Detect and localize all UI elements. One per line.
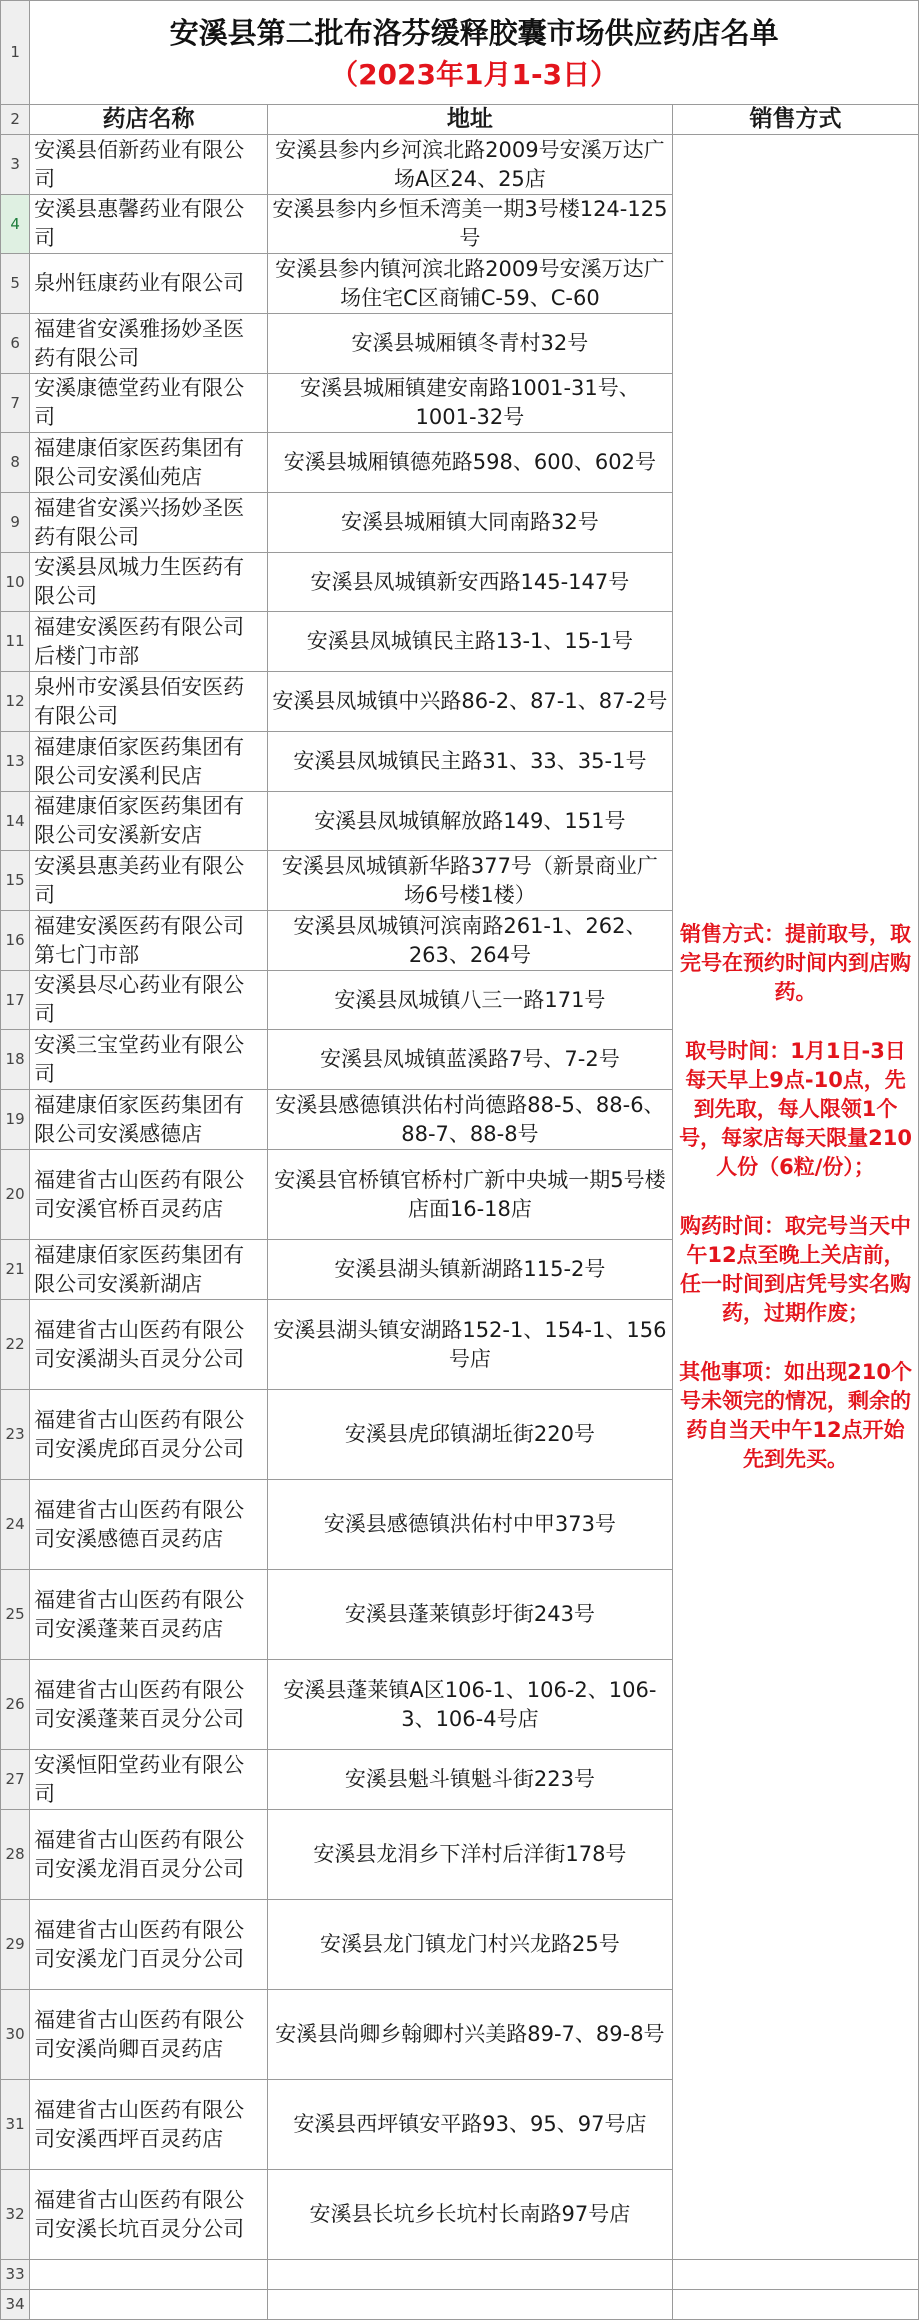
sales-note-other: 其他事项：如出现210个号未领完的情况，剩余的药自当天中午12点开始先到先买。 xyxy=(679,1360,912,1471)
empty-cell[interactable] xyxy=(673,2290,919,2320)
store-address-cell[interactable]: 安溪县凤城镇河滨南路261-1、262、263、264号 xyxy=(267,911,672,971)
empty-cell[interactable] xyxy=(30,2290,268,2320)
store-name-cell[interactable]: 福建省古山医药有限公司安溪龙门百灵分公司 xyxy=(30,1900,268,1990)
store-name-cell[interactable]: 福建康佰家医药集团有限公司安溪新安店 xyxy=(30,792,268,851)
store-address-cell[interactable]: 安溪县参内镇河滨北路2009号安溪万达广场住宅C区商铺C-59、C-60 xyxy=(267,254,672,314)
store-address-cell[interactable]: 安溪县湖头镇新湖路115-2号 xyxy=(267,1240,672,1300)
store-address-cell[interactable]: 安溪县龙涓乡下洋村后洋街178号 xyxy=(267,1810,672,1900)
store-address-cell[interactable]: 安溪县凤城镇蓝溪路7号、7-2号 xyxy=(267,1030,672,1090)
store-address-cell[interactable]: 安溪县城厢镇冬青村32号 xyxy=(267,314,672,374)
header-store-name[interactable]: 药店名称 xyxy=(30,105,268,135)
row-number[interactable]: 10 xyxy=(1,553,30,612)
store-address-cell[interactable]: 安溪县凤城镇八三一路171号 xyxy=(267,971,672,1030)
store-address-cell[interactable]: 安溪县城厢镇大同南路32号 xyxy=(267,493,672,553)
page-subtitle-date: （2023年1月1-3日） xyxy=(330,57,619,91)
sales-note-ticket-time: 取号时间：1月1日-3日每天早上9点-10点，先到先取，每人限领1个号，每家店每天限量210人份（6粒/份）； xyxy=(679,1039,912,1179)
row-number[interactable]: 4 xyxy=(1,195,30,254)
row-number[interactable]: 11 xyxy=(1,612,30,672)
store-address-cell[interactable]: 安溪县城厢镇德苑路598、600、602号 xyxy=(267,433,672,493)
store-address-cell[interactable]: 安溪县凤城镇民主路31、33、35-1号 xyxy=(267,732,672,792)
row-number[interactable]: 30 xyxy=(1,1990,30,2080)
row-number[interactable]: 3 xyxy=(1,135,30,195)
store-address-cell[interactable]: 安溪县长坑乡长坑村长南路97号店 xyxy=(267,2170,672,2260)
store-name-cell[interactable]: 福建康佰家医药集团有限公司安溪仙苑店 xyxy=(30,433,268,493)
store-name-cell[interactable]: 福建省古山医药有限公司安溪西坪百灵药店 xyxy=(30,2080,268,2170)
row-number[interactable]: 27 xyxy=(1,1750,30,1810)
row-number[interactable]: 15 xyxy=(1,851,30,911)
row-number[interactable]: 14 xyxy=(1,792,30,851)
row-number[interactable]: 5 xyxy=(1,254,30,314)
store-name-cell[interactable]: 福建安溪医药有限公司第七门市部 xyxy=(30,911,268,971)
row-number[interactable]: 2 xyxy=(1,105,30,135)
page-title: 安溪县第二批布洛芬缓释胶囊市场供应药店名单 xyxy=(169,15,779,50)
row-number[interactable]: 29 xyxy=(1,1900,30,1990)
row-number[interactable]: 25 xyxy=(1,1570,30,1660)
header-row xyxy=(1,105,919,135)
empty-cell[interactable] xyxy=(267,2290,672,2320)
store-address-cell[interactable]: 安溪县虎邱镇湖坵街220号 xyxy=(267,1390,672,1480)
store-name-cell[interactable]: 福建省古山医药有限公司安溪官桥百灵药店 xyxy=(30,1150,268,1240)
header-address[interactable]: 地址 xyxy=(267,105,672,135)
row-number[interactable]: 7 xyxy=(1,374,30,433)
store-name-cell[interactable]: 安溪县惠馨药业有限公司 xyxy=(30,195,268,254)
store-name-cell[interactable]: 福建省古山医药有限公司安溪湖头百灵分公司 xyxy=(30,1300,268,1390)
row-number[interactable]: 28 xyxy=(1,1810,30,1900)
store-name-cell[interactable]: 福建安溪医药有限公司后楼门市部 xyxy=(30,612,268,672)
store-name-cell[interactable]: 福建省安溪雅扬妙圣医药有限公司 xyxy=(30,314,268,374)
store-name-cell[interactable]: 福建省古山医药有限公司安溪蓬莱百灵分公司 xyxy=(30,1660,268,1750)
sales-note-method: 销售方式：提前取号，取完号在预约时间内到店购药。 xyxy=(680,922,912,1004)
store-name-cell[interactable]: 安溪恒阳堂药业有限公司 xyxy=(30,1750,268,1810)
row-number[interactable]: 32 xyxy=(1,2170,30,2260)
row-number[interactable]: 26 xyxy=(1,1660,30,1750)
row-number[interactable]: 22 xyxy=(1,1300,30,1390)
store-address-cell[interactable]: 安溪县凤城镇民主路13-1、15-1号 xyxy=(267,612,672,672)
empty-row xyxy=(1,2290,919,2320)
store-address-cell[interactable]: 安溪县魁斗镇魁斗街223号 xyxy=(267,1750,672,1810)
store-address-cell[interactable]: 安溪县龙门镇龙门村兴龙路25号 xyxy=(267,1900,672,1990)
store-address-cell[interactable]: 安溪县凤城镇解放路149、151号 xyxy=(267,792,672,851)
store-name-cell[interactable]: 福建省安溪兴扬妙圣医药有限公司 xyxy=(30,493,268,553)
store-address-cell[interactable]: 安溪县感德镇洪佑村中甲373号 xyxy=(267,1480,672,1570)
row-number[interactable]: 31 xyxy=(1,2080,30,2170)
store-address-cell[interactable]: 安溪县蓬莱镇彭圩街243号 xyxy=(267,1570,672,1660)
title-cell[interactable] xyxy=(30,1,919,105)
store-name-cell[interactable]: 福建康佰家医药集团有限公司安溪利民店 xyxy=(30,732,268,792)
store-name-cell[interactable]: 福建省古山医药有限公司安溪尚卿百灵药店 xyxy=(30,1990,268,2080)
row-number[interactable]: 13 xyxy=(1,732,30,792)
store-name-cell[interactable]: 福建康佰家医药集团有限公司安溪感德店 xyxy=(30,1090,268,1150)
row-number[interactable]: 20 xyxy=(1,1150,30,1240)
row-number[interactable]: 8 xyxy=(1,433,30,493)
row-number[interactable]: 1 xyxy=(1,1,30,105)
store-address-cell[interactable]: 安溪县凤城镇中兴路86-2、87-1、87-2号 xyxy=(267,672,672,732)
row-number[interactable]: 34 xyxy=(1,2290,30,2320)
store-address-cell[interactable]: 安溪县感德镇洪佑村尚德路88-5、88-6、88-7、88-8号 xyxy=(267,1090,672,1150)
row-number[interactable]: 19 xyxy=(1,1090,30,1150)
store-name-cell[interactable]: 安溪三宝堂药业有限公司 xyxy=(30,1030,268,1090)
row-number[interactable]: 21 xyxy=(1,1240,30,1300)
empty-cell[interactable] xyxy=(673,2260,919,2290)
store-name-cell[interactable]: 泉州市安溪县佰安医药有限公司 xyxy=(30,672,268,732)
header-sales-method[interactable]: 销售方式 xyxy=(673,105,919,135)
store-address-cell[interactable]: 安溪县参内乡河滨北路2009号安溪万达广场A区24、25店 xyxy=(267,135,672,195)
sales-note-purchase-time: 购药时间：取完号当天中午12点至晚上关店前，任一时间到店凭号实名购药，过期作废； xyxy=(680,1214,912,1325)
store-address-cell[interactable]: 安溪县湖头镇安湖路152-1、154-1、156号店 xyxy=(267,1300,672,1390)
row-number[interactable]: 9 xyxy=(1,493,30,553)
store-address-cell[interactable]: 安溪县城厢镇建安南路1001-31号、1001-32号 xyxy=(267,374,672,433)
store-address-cell[interactable]: 安溪县凤城镇新安西路145-147号 xyxy=(267,553,672,612)
store-name-cell[interactable]: 安溪县凤城力生医药有限公司 xyxy=(30,553,268,612)
row-number[interactable]: 12 xyxy=(1,672,30,732)
store-address-cell[interactable]: 安溪县官桥镇官桥村广新中央城一期5号楼店面16-18店 xyxy=(267,1150,672,1240)
store-address-cell[interactable]: 安溪县西坪镇安平路93、95、97号店 xyxy=(267,2080,672,2170)
row-number[interactable]: 6 xyxy=(1,314,30,374)
title-row xyxy=(1,1,919,105)
store-name-cell[interactable]: 泉州钰康药业有限公司 xyxy=(30,254,268,314)
sales-method-cell[interactable] xyxy=(673,135,919,2260)
store-address-cell[interactable]: 安溪县参内乡恒禾湾美一期3号楼124-125号 xyxy=(267,195,672,254)
row-number[interactable]: 24 xyxy=(1,1480,30,1570)
row-number[interactable]: 16 xyxy=(1,911,30,971)
store-name-cell[interactable]: 福建省古山医药有限公司安溪长坑百灵分公司 xyxy=(30,2170,268,2260)
store-address-cell[interactable]: 安溪县尚卿乡翰卿村兴美路89-7、89-8号 xyxy=(267,1990,672,2080)
store-name-cell[interactable]: 安溪县尽心药业有限公司 xyxy=(30,971,268,1030)
row-number[interactable]: 17 xyxy=(1,971,30,1030)
store-name-cell[interactable]: 福建省古山医药有限公司安溪虎邱百灵分公司 xyxy=(30,1390,268,1480)
row-number[interactable]: 18 xyxy=(1,1030,30,1090)
store-name-cell[interactable]: 安溪县惠美药业有限公司 xyxy=(30,851,268,911)
empty-row xyxy=(1,2260,919,2290)
table-row xyxy=(1,135,919,195)
store-address-cell[interactable]: 安溪县凤城镇新华路377号（新景商业广场6号楼1楼） xyxy=(267,851,672,911)
store-address-cell[interactable]: 安溪县蓬莱镇A区106-1、106-2、106-3、106-4号店 xyxy=(267,1660,672,1750)
store-name-cell[interactable]: 福建省古山医药有限公司安溪蓬莱百灵药店 xyxy=(30,1570,268,1660)
empty-cell[interactable] xyxy=(267,2260,672,2290)
store-name-cell[interactable]: 安溪县佰新药业有限公司 xyxy=(30,135,268,195)
store-name-cell[interactable]: 福建省古山医药有限公司安溪感德百灵药店 xyxy=(30,1480,268,1570)
empty-cell[interactable] xyxy=(30,2260,268,2290)
row-number[interactable]: 23 xyxy=(1,1390,30,1480)
store-name-cell[interactable]: 福建省古山医药有限公司安溪龙涓百灵分公司 xyxy=(30,1810,268,1900)
row-number[interactable]: 33 xyxy=(1,2260,30,2290)
store-name-cell[interactable]: 安溪康德堂药业有限公司 xyxy=(30,374,268,433)
store-name-cell[interactable]: 福建康佰家医药集团有限公司安溪新湖店 xyxy=(30,1240,268,1300)
